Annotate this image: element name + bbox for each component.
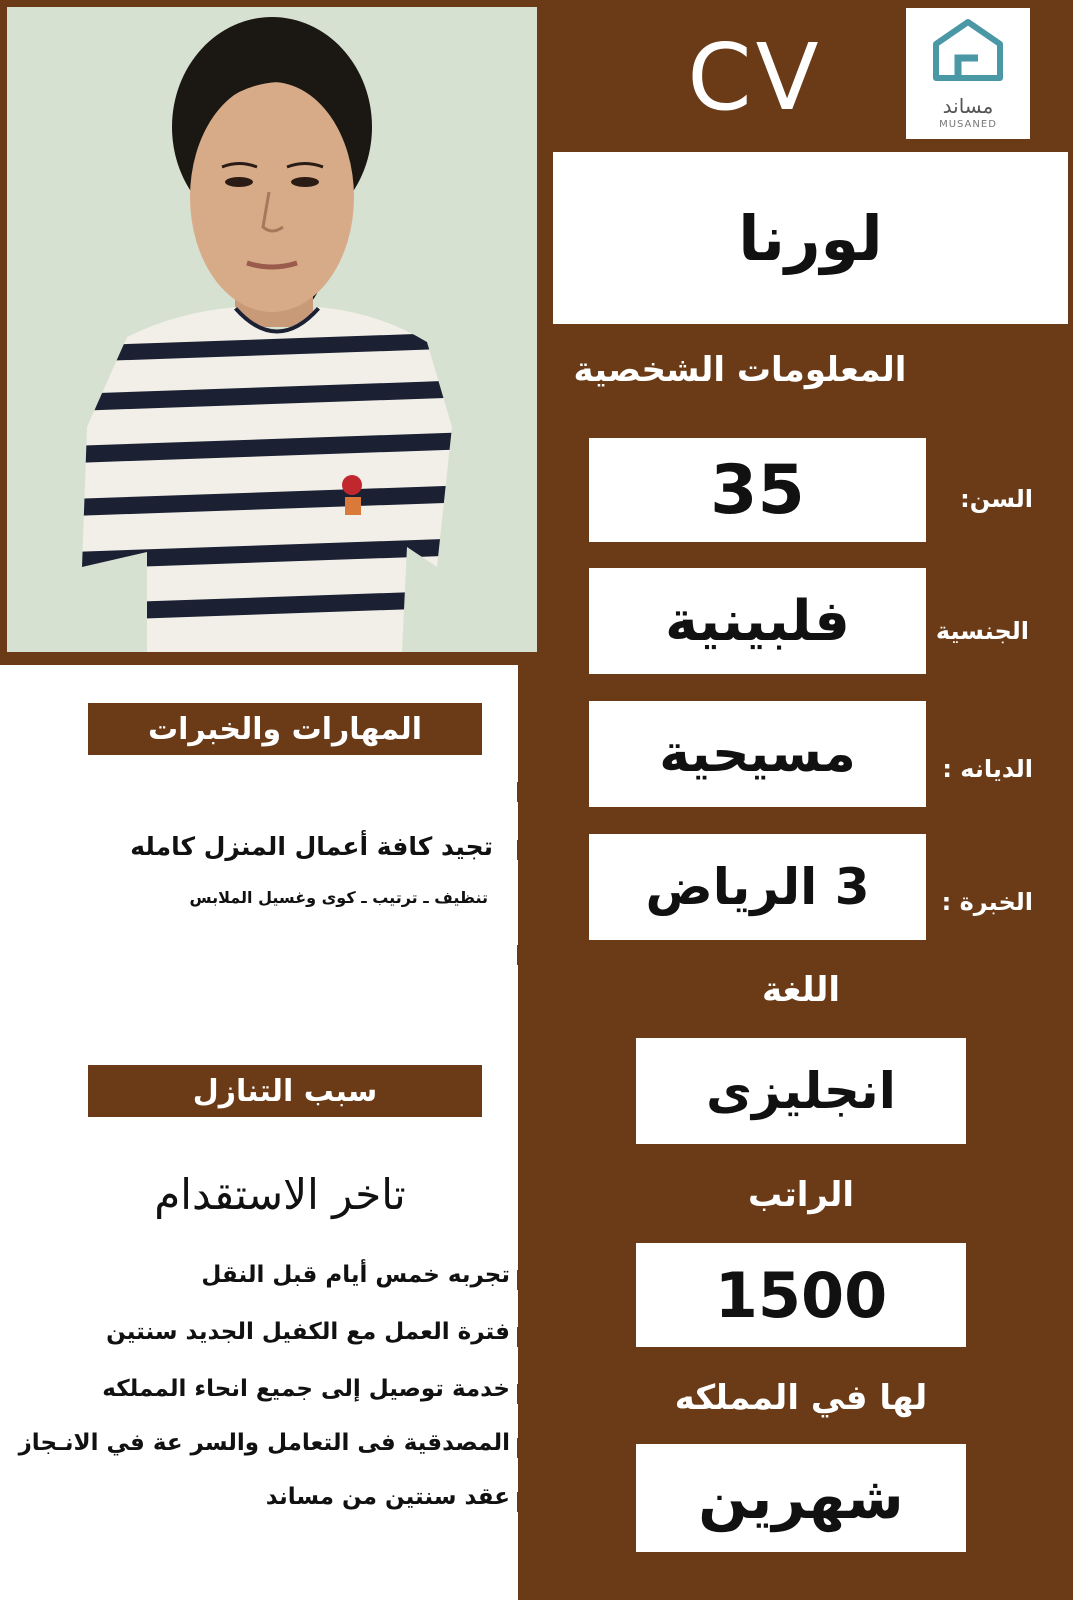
terms-list xyxy=(0,1262,545,1562)
language-title: اللغة xyxy=(761,970,841,1010)
term-bullet-4 xyxy=(517,1438,539,1458)
experience-value-box xyxy=(589,834,926,940)
salary-value: 1500 xyxy=(714,1258,888,1332)
musaned-logo xyxy=(906,8,1030,139)
age-value: 35 xyxy=(710,450,805,530)
term-bullet-1 xyxy=(517,1270,539,1290)
term-bullet-5 xyxy=(517,1492,539,1512)
term-item-5: عقد سنتين من مساند xyxy=(265,1484,510,1510)
experience-label: الخبرة : xyxy=(941,888,1033,916)
skill-bullet-2 xyxy=(517,840,539,860)
term-bullet-2 xyxy=(517,1327,539,1347)
skill-item-2-subtext: تنظيف ـ ترتيب ـ كوى وغسيل الملابس xyxy=(189,888,488,907)
term-item-1: تجربه خمس أيام قبل النقل xyxy=(201,1262,510,1288)
religion-value: مسيحية xyxy=(659,724,856,784)
age-label: السن: xyxy=(960,485,1033,513)
term-bullet-3 xyxy=(517,1384,539,1404)
name-box xyxy=(553,152,1068,324)
transfer-title-bar xyxy=(88,1065,482,1117)
term-item-2: فترة العمل مع الكفيل الجديد سنتين xyxy=(106,1319,510,1345)
salary-title: الراتب xyxy=(748,1175,854,1215)
house-logo-icon xyxy=(906,8,1030,98)
in-kingdom-value: شهرين xyxy=(698,1464,904,1532)
skills-title: المهارات والخبرات xyxy=(147,711,423,747)
personal-info-title: المعلومات الشخصية xyxy=(573,350,907,390)
nationality-label: الجنسية : xyxy=(917,617,1029,645)
transfer-title: سبب التنازل xyxy=(192,1073,378,1109)
skill-bullet-3 xyxy=(517,945,539,965)
language-value-box xyxy=(636,1038,966,1144)
language-value: انجليزى xyxy=(706,1062,896,1120)
logo-text-ar: مساند xyxy=(942,94,994,118)
nationality-value-box xyxy=(589,568,926,674)
in-kingdom-value-box xyxy=(636,1444,966,1552)
skill-item-2-text: تجيد كافة أعمال المنزل كامله xyxy=(130,832,493,861)
skill-bullet-1 xyxy=(517,782,539,802)
cv-title: CV xyxy=(687,24,823,131)
term-item-3: خدمة توصيل إلى جميع انحاء المملكه xyxy=(102,1376,510,1402)
experience-value: 3 الرياض xyxy=(645,858,870,916)
religion-label: الديانه : xyxy=(942,755,1033,783)
in-kingdom-title: لها في المملكه xyxy=(674,1378,928,1418)
age-value-box xyxy=(589,438,926,542)
transfer-reason: تاخر الاستقدام xyxy=(154,1170,406,1219)
candidate-name: لورنا xyxy=(738,201,883,275)
logo-text-en: MUSANED xyxy=(939,119,997,130)
salary-value-box xyxy=(636,1243,966,1347)
term-item-4: المصدقية فى التعامل والسر عة في الانـجاز xyxy=(18,1430,510,1456)
religion-value-box xyxy=(589,701,926,807)
nationality-value: فلبينية xyxy=(665,588,850,654)
